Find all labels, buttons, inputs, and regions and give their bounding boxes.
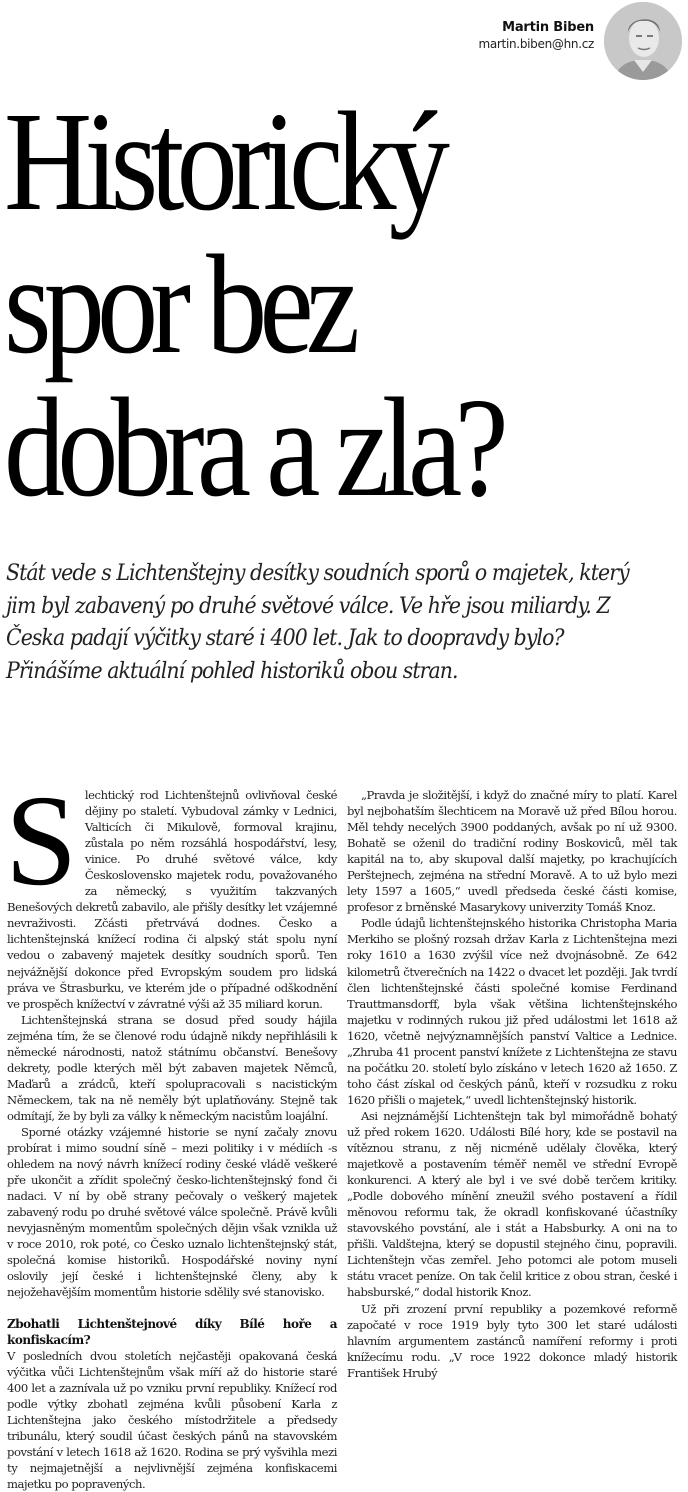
author-name: Martin Biben xyxy=(502,20,594,35)
article-paragraph xyxy=(5,769,337,1012)
article-paragraph: Sporné otázky vzájemné historie se nyní začaly znovu probírat i mimo soudní síně – mezi politiky i v médiích -s ohledem na nový návrh knížecí rodiny české vládě veškeré pře ukončit a zřídit společný česko-lichtenštejnský fond či nadaci. V ní by obě strany pečovaly o veškerý majetek zabavený rodu po druhé světové válce společně. Právě kvůli nevyjasněným momentům společných dějin však vznikla už v roce 2010, rok poté, co Česko uznalo lichtenštejnský stát, společná komise historiků. Hospodářské noviny nyní oslovily její české i lichtenštejnské členy, aby k nejožehavějším momentům historie sdělily své stanovisko. xyxy=(7,1124,337,1300)
article-perex: Stát vede s Lichtenštejny desítky soudních sporů o majetek, který jim byl zabavený po druhé světové válce. Ve hře jsou miliardy. Z Česka padají výčitky staré i 400 let. Jak to doopravdy bylo? Přinášíme aktuální pohled historiků obou stran. xyxy=(6,561,629,684)
author-photo xyxy=(604,2,682,80)
headline-line: Historický xyxy=(4,82,443,240)
drop-cap: S xyxy=(5,769,77,913)
article-paragraph: Podle údajů lichtenštejnského historika Christopha Maria Merkiho se plošný rozsah držav Karla z Lichtenštejna mezi roky 1610 a 1630 zvýšil více než dvojnásobně. Ze 642 kilometrů čtverečních na 1422 o dvacet let později. Jak tvrdí člen lichtenštejnské části společné komise Ferdinand Trauttmansdorff, byla však většina lichtenštejnského majetku v rodinných rukou již před událostmi let 1618 až 1620, včetně nejvýznamnějších panství Valtice a Lednice. „Zhruba 41 procent panství knížete z Lichtenštejna ze stavu na počátku 20. století bylo získáno v letech 1620 až 1650. Z toho část získal od českých pánů, kteří v rozsudku z roku 1620 přišli o majetek,“ uvedl lichtenštejnský historik. xyxy=(347,916,677,1107)
headline-line: spor bez xyxy=(4,225,353,383)
paragraph-text: lechtický rod Lichtenštejnů ovlivňoval české dějiny po staletí. Vybudoval zámky v Lednici, Valticích či Mikulově, formoval krajinu, zůstala po něm rozsáhlá hospodářství, lesy, vinice. Po druhé světové válce, kdy Československo majetek rodu, považovaného za německý, s využitím takzvaných Benešových dekretů zabavilo, ale přišly desítky let vzájemné nevraživosti. Zčásti přetrvává dodnes. Česko a lichtenštejnská knížecí rodina či alpský stát spolu nyní vedou o zabavený majetek desítky soudních sporů. Ten nejvážnější dokonce před Evropským soudem pro lidská práva ve Štrasburku, ve kterém jde o případné odškodnění ve prospěch knížectví v závratné výši až 35 miliard korun. xyxy=(7,788,337,1011)
article-paragraph: V posledních dvou stoletích nejčastěji opakovaná česká výčitka vůči Lichtenštejnům však míří až do historie staré 400 let a zaznívala už po vzniku první republiky. Knížecí rod podle výtky zbohatl zejména kvůli působení Karla z Lichtenštejna jako českého místodržitele a předsedy tribunálu, který soudil účast českých pánů na stavovském povstání v letech 1618 až 1620. Rodina se prý vyšvihla mezi ty nejmajetnější a nejvlivnější zejména konfiskacemi majetku po popravených. xyxy=(7,1348,337,1491)
article-column-right xyxy=(347,787,677,1381)
headline-line: dobra a zla? xyxy=(4,368,501,526)
author-portrait-icon xyxy=(604,2,682,80)
article-paragraph: „Pravda je složitější, i když do značné míry to platí. Karel byl nejbohatším šlechticem na Moravě už před Bílou horou. Měl tehdy necelých 3900 poddaných, avšak po ní už 9300. Bohatě se oženil do tradiční rodiny Boskoviců, měl tak kapitál na to, aby skupoval další majetky, po krachujících Perštejnech, zejména na střední Moravě. A to už bylo mezi lety 1597 a 1605,“ uvedl předseda české části komise, profesor z brněnské Masarykovy univerzity Tomáš Knoz. xyxy=(347,788,677,915)
author-email[interactable]: martin.biben@hn.cz xyxy=(478,37,594,51)
author-byline xyxy=(478,20,594,51)
article-subheading: Zbohatli Lichtenštejnové díky Bílé hoře a konfiskacím? xyxy=(7,1316,337,1347)
headline xyxy=(4,82,688,526)
article-column-left xyxy=(5,769,337,1492)
article-paragraph: Asi nejznámější Lichtenštejn tak byl mimořádně bohatý už před rokem 1620. Události Bílé hory, kde se postavil na vítěznou stranu, z něj nicméně udělaly člověka, který majetkově a postavením téměř neměl ve střední Evropě konkurenci. A který ale byl i ve své době terčem kritiky. „Podle dobového mínění zneužil svého postavení a řídil měnovou reformu tak, že okradl konfiskované účastníky stavovského povstání, ale i stát a Habsburky. A oni na to přišli. Valdštejna, který se dopustil stejného činu, popravili. Lichtenštejn včas zemřel. Jeho potomci ale potom museli státu vracet peníze. On tak čelil kritice z obou stran, české i habsburské,“ dodal historik Knoz. xyxy=(347,1108,677,1300)
article-paragraph: Lichtenštejnská strana se dosud před soudy hájila zejména tím, že se členové rodu údajně nikdy nepřihlásili k německé národnosti, natož státnímu občanství. Benešovy dekrety, podle kterých měl být zabaven majetek Němců, Maďarů a zrádců, kteří spolupracovali s nacistickým Německem, tak na ně neměly být uplatňovány. Stejně tak odmítají, že by byli za války k německým nacistům loajální. xyxy=(7,1012,337,1123)
article-paragraph: Už při zrození první republiky a pozemkové reformě započaté v roce 1919 byly tyto 300 let staré události hlavním argumentem zastánců namíření reformy i proti knížecímu rodu. „V roce 1922 dokonce mladý historik František Hrubý xyxy=(347,1301,677,1380)
